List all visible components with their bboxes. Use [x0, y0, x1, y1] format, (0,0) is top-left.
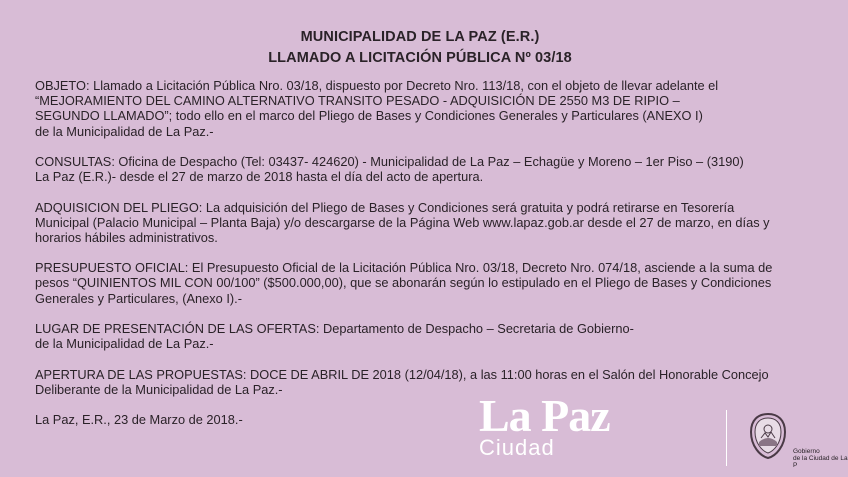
page-subtitle: LLAMADO A LICITACIÓN PÚBLICA Nº 03/18: [268, 50, 572, 66]
text-line: LUGAR DE PRESENTACIÓN DE LAS OFERTAS: Departamento de Despacho – Secretaria de Gobierno-: [35, 321, 634, 336]
text-line: de la Municipalidad de La Paz.-: [35, 123, 214, 139]
text-line: PRESUPUESTO OFICIAL: El Presupuesto Oficial de la Licitación Pública Nro. 03/18, Decreto Nro. 074/18, asciende a la suma de: [35, 260, 773, 276]
text-line: SEGUNDO LLAMADO”; todo ello en el marco del Pliego de Bases y Condiciones Generales y Particulares (ANEXO I): [35, 108, 703, 124]
page-title: MUNICIPALIDAD DE LA PAZ (E.R.): [300, 29, 540, 45]
paragraph-lugar: [35, 321, 848, 351]
logo-divider: [726, 410, 727, 466]
text-line: OBJETO: Llamado a Licitación Pública Nro. 03/18, dispuesto por Decreto Nro. 113/18, con el objeto de llevar adelante el: [35, 78, 719, 93]
text-line: La Paz, E.R., 23 de Marzo de 2018.-: [35, 412, 243, 428]
paragraph-consultas: [35, 154, 848, 184]
paragraph-presupuesto: [35, 260, 848, 306]
logo-sub-text: Ciudad: [479, 435, 555, 460]
text-line: horarios hábiles administrativos.: [35, 229, 218, 245]
text-line: “MEJORAMIENTO DEL CAMINO ALTERNATIVO TRANSITO PESADO - ADQUISICIÓN DE 2550 M3 DE RIPIO –: [35, 93, 680, 109]
text-line: Generales y Particulares, (Anexo I).-: [35, 290, 242, 306]
gobierno-line1: Gobierno: [793, 448, 820, 455]
text-line: ADQUISICION DEL PLIEGO: La adquisición del Pliego de Bases y Condiciones será gratuita y podrá retirarse en Tesorería: [35, 199, 735, 215]
text-line: Municipal (Palacio Municipal – Planta Baja) y/o descargarse de la Página Web www.lapaz.gob.ar desde el 27 de marzo, en días y: [35, 214, 770, 230]
text-line: Deliberante de la Municipalidad de La Paz.-: [35, 381, 283, 397]
municipal-seal-icon: [748, 412, 788, 460]
paragraph-adquisicion: [35, 200, 848, 246]
logo-main-text: La Paz: [479, 390, 610, 441]
text-line: CONSULTAS: Oficina de Despacho (Tel: 03437- 424620) - Municipalidad de La Paz – Echagüe y Moreno – 1er Piso – (3190): [35, 153, 744, 169]
gobierno-caption: [793, 448, 848, 469]
gobierno-line2: de la Ciudad de La P: [793, 455, 848, 469]
document-body: [35, 78, 848, 443]
text-line: pesos “QUINIENTOS MIL CON 00/100” ($500.000,00), que se abonarán según lo estipulado en el Pliego de Bases y Condiciones: [35, 275, 772, 291]
paragraph-objeto: [35, 78, 848, 139]
text-line: La Paz (E.R.)- desde el 27 de marzo de 2018 hasta el día del acto de apertura.: [35, 169, 484, 185]
paragraph-apertura: [35, 367, 848, 397]
text-line: APERTURA DE LAS PROPUESTAS: DOCE DE ABRIL DE 2018 (12/04/18), a las 11:00 horas en el Salón del Honorable Concejo: [35, 366, 769, 382]
la-paz-logo: [479, 390, 610, 460]
text-line: de la Municipalidad de La Paz.-: [35, 336, 214, 352]
